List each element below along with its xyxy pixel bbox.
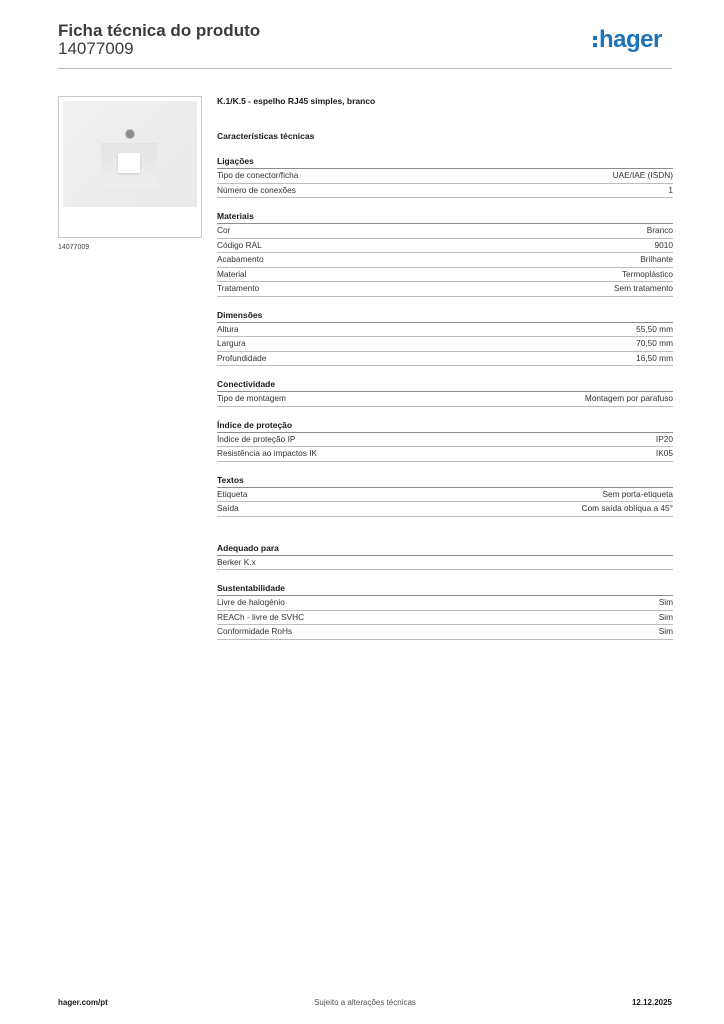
spec-group — [217, 210, 673, 297]
spec-value: Sem tratamento — [613, 283, 673, 293]
spec-row — [217, 352, 673, 367]
spec-row — [217, 169, 673, 184]
spec-value: 9010 — [654, 239, 673, 250]
spec-label: Altura — [217, 323, 239, 334]
spec-group — [217, 155, 673, 198]
spec-row — [217, 433, 673, 448]
spec-label: Acabamento — [217, 254, 264, 264]
spec-row — [217, 596, 673, 611]
spec-value: Montagem por parafuso — [584, 393, 673, 403]
spec-row — [217, 502, 673, 517]
footer-website-link[interactable]: hager.com/pt — [58, 998, 108, 1007]
spec-row — [217, 447, 673, 462]
spec-label: Resistência ao impactos IK — [217, 448, 318, 458]
spec-value: 1 — [668, 184, 673, 195]
spec-label: Tipo de montagem — [217, 393, 286, 403]
spec-row — [217, 625, 673, 640]
spec-label: Livre de halogénio — [217, 597, 285, 607]
group-title: Ligações — [217, 155, 673, 169]
adequado-group — [217, 542, 673, 571]
spec-label: Berker K.x — [217, 556, 256, 567]
sustentabilidade-group — [217, 582, 673, 640]
spec-value: Sim — [658, 597, 673, 607]
group-title: Conectividade — [217, 378, 673, 392]
spec-row — [217, 556, 673, 571]
spec-row — [217, 337, 673, 352]
spec-value: Sim — [658, 611, 673, 622]
spec-row — [217, 392, 673, 407]
spec-value: Branco — [646, 225, 673, 235]
spec-label: Largura — [217, 338, 246, 348]
spec-row — [217, 282, 673, 297]
spec-label: Profundidade — [217, 352, 267, 363]
spec-value: Com saída oblíqua a 45° — [581, 503, 673, 513]
hager-logo — [593, 28, 662, 52]
spec-value: UAE/IAE (ISDN) — [612, 170, 673, 180]
adequado-rows — [217, 556, 673, 571]
group-title: Textos — [217, 474, 673, 488]
spec-row — [217, 611, 673, 626]
product-image — [63, 101, 197, 207]
spec-value: IK05 — [655, 448, 673, 458]
product-name: K.1/K.5 - espelho RJ45 simples, branco — [217, 96, 376, 106]
spec-label: Etiqueta — [217, 488, 248, 499]
spec-value: 55,50 mm — [636, 323, 673, 334]
spec-label: Material — [217, 268, 247, 279]
footer-date: 12.12.2025 — [631, 998, 672, 1007]
spec-label: Tratamento — [217, 283, 260, 293]
spec-label: Número de conexões — [217, 184, 296, 195]
spec-group — [217, 474, 673, 517]
led-indicator-icon — [125, 129, 135, 139]
spec-value: Sim — [658, 626, 673, 636]
spec-row — [217, 224, 673, 239]
spec-row — [217, 268, 673, 283]
spec-row — [217, 323, 673, 338]
footer-disclaimer: Sujeito a alterações técnicas — [314, 998, 416, 1007]
spec-group — [217, 309, 673, 367]
logo-dots-icon — [593, 36, 597, 47]
spec-value: Termoplástico — [621, 268, 673, 279]
spec-sheet — [217, 94, 673, 640]
spec-value: Sem porta-etiqueta — [602, 488, 673, 499]
group-title: Materiais — [217, 210, 673, 224]
spec-label: Código RAL — [217, 239, 262, 250]
spec-label: Índice de proteção IP — [217, 433, 296, 444]
spec-label: Conformidade RoHs — [217, 626, 293, 636]
spec-label: REACh - livre de SVHC — [217, 611, 305, 622]
page-title: Ficha técnica do produto — [58, 21, 261, 40]
sustentabilidade-rows — [217, 596, 673, 640]
tech-heading: Características técnicas — [217, 131, 315, 141]
product-image-caption: 14077009 — [58, 244, 90, 251]
spec-group — [217, 419, 673, 462]
spec-row — [217, 488, 673, 503]
group-title: Índice de proteção — [217, 419, 673, 433]
spec-value: 70,50 mm — [636, 338, 673, 348]
spec-label: Tipo de conector/ficha — [217, 170, 299, 180]
spec-label: Cor — [217, 225, 231, 235]
spec-value: Brilhante — [640, 254, 673, 264]
spec-groups — [217, 155, 673, 517]
spec-value: 16,50 mm — [636, 352, 673, 363]
product-image-frame — [58, 96, 202, 238]
spec-row — [217, 253, 673, 268]
product-code: 14077009 — [58, 39, 134, 58]
spec-label: Saída — [217, 503, 239, 513]
spec-row — [217, 239, 673, 254]
header-divider — [58, 68, 672, 69]
spec-value: IP20 — [655, 433, 673, 444]
spec-row — [217, 184, 673, 199]
group-title: Adequado para — [217, 542, 673, 556]
logo-text: hager — [599, 26, 662, 53]
spec-group — [217, 378, 673, 407]
group-title: Dimensões — [217, 309, 673, 323]
group-title: Sustentabilidade — [217, 582, 673, 596]
rj45-socket-icon — [118, 153, 140, 173]
